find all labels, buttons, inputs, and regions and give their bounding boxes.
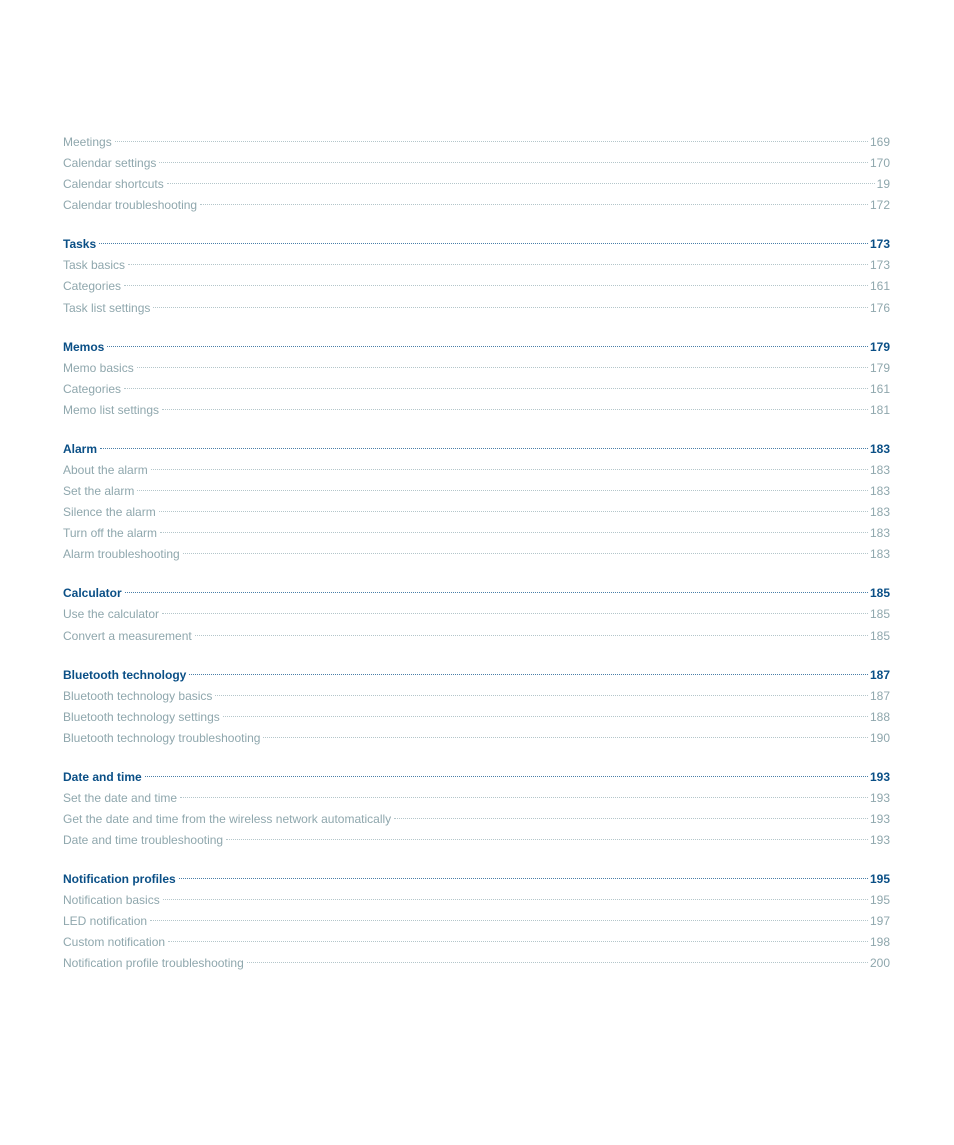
dot-leader: [200, 204, 868, 205]
toc-entry[interactable]: [63, 153, 890, 174]
toc-entry-page-number: 188: [869, 709, 890, 724]
toc-entry-page-number: 198: [869, 935, 890, 950]
toc-entry-page-number: 176: [869, 300, 890, 315]
dot-leader: [215, 695, 868, 696]
dot-leader: [160, 532, 868, 533]
dot-leader: [137, 367, 868, 368]
dot-leader: [145, 776, 868, 777]
toc-entry-page-number: 161: [869, 279, 890, 294]
toc-entry-page-number: 183: [869, 526, 890, 541]
dot-leader: [163, 899, 868, 900]
dot-leader: [153, 307, 868, 308]
toc-section-heading[interactable]: [63, 438, 890, 460]
toc-entry-title: Notification profile troubleshooting: [63, 956, 244, 971]
toc-entry-page-number: 172: [869, 198, 890, 213]
dot-leader: [162, 409, 868, 410]
toc-entry-title: Bluetooth technology settings: [63, 709, 220, 724]
toc-heading-title: Notification profiles: [63, 872, 176, 887]
dot-leader: [263, 737, 867, 738]
toc-entry[interactable]: [63, 728, 890, 749]
toc-heading-page-number: 195: [869, 872, 890, 887]
dot-leader: [180, 797, 868, 798]
toc-entry-title: Categories: [63, 279, 122, 294]
toc-entry[interactable]: [63, 932, 890, 953]
toc-entry-page-number: 19: [876, 177, 890, 192]
toc-entry[interactable]: [63, 809, 890, 830]
toc-entry-page-number: 183: [869, 484, 890, 499]
toc-section-heading[interactable]: [63, 766, 890, 788]
toc-entry-page-number: 181: [869, 402, 890, 417]
dot-leader: [167, 183, 875, 184]
toc-entry[interactable]: [63, 174, 890, 195]
dot-leader: [195, 635, 868, 636]
toc-entry-page-number: 183: [869, 547, 890, 562]
toc-section: [63, 132, 890, 216]
toc-entry-page-number: 183: [869, 462, 890, 477]
toc-section: [63, 438, 890, 565]
toc-entry[interactable]: [63, 276, 890, 297]
dot-leader: [226, 839, 868, 840]
toc-entry-page-number: 185: [869, 607, 890, 622]
toc-entry-page-number: 173: [869, 258, 890, 273]
toc-entry[interactable]: [63, 358, 890, 379]
toc-entry-title: Set the alarm: [63, 484, 135, 499]
dot-leader: [124, 285, 868, 286]
toc-entry-title: Turn off the alarm: [63, 526, 158, 541]
toc-heading-title: Date and time: [63, 769, 142, 784]
dot-leader: [179, 878, 868, 879]
toc-entry-page-number: 170: [869, 156, 890, 171]
toc-section-heading[interactable]: [63, 868, 890, 890]
toc-entry-title: Calendar settings: [63, 156, 157, 171]
toc-entry-page-number: 187: [869, 688, 890, 703]
toc-section: [63, 766, 890, 851]
toc-entry-title: Calendar troubleshooting: [63, 198, 198, 213]
dot-leader: [159, 162, 868, 163]
toc-entry-title: Bluetooth technology troubleshooting: [63, 730, 261, 745]
toc-entry[interactable]: [63, 255, 890, 276]
toc-heading-page-number: 193: [869, 769, 890, 784]
dot-leader: [151, 469, 868, 470]
toc-entry-title: Meetings: [63, 135, 112, 149]
toc-entry-page-number: 169: [869, 135, 890, 149]
toc-section-heading[interactable]: [63, 664, 890, 686]
dot-leader: [107, 346, 868, 347]
toc-entry-title: About the alarm: [63, 462, 148, 477]
toc-entry-page-number: 200: [869, 956, 890, 971]
toc-entry[interactable]: [63, 626, 890, 647]
toc-entry-title: Memo list settings: [63, 402, 160, 417]
toc-heading-page-number: 187: [869, 667, 890, 682]
toc-entry-page-number: 183: [869, 505, 890, 520]
toc-entry[interactable]: [63, 911, 890, 932]
toc-entry-title: Bluetooth technology basics: [63, 688, 213, 703]
toc-entry-title: Categories: [63, 381, 122, 396]
toc-entry-title: Silence the alarm: [63, 505, 156, 520]
toc-entry-title: Get the date and time from the wireless network automatically: [63, 811, 392, 826]
dot-leader: [100, 448, 868, 449]
toc-entry[interactable]: [63, 830, 890, 851]
toc-section-heading[interactable]: [63, 233, 890, 255]
toc-entry-title: Date and time troubleshooting: [63, 833, 224, 848]
toc-section-heading[interactable]: [63, 336, 890, 358]
toc-entry-title: Alarm troubleshooting: [63, 547, 180, 562]
toc-section: [63, 582, 890, 646]
dot-leader: [128, 264, 868, 265]
toc-heading-title: Memos: [63, 339, 105, 354]
toc-entry[interactable]: [63, 400, 890, 421]
toc-section: [63, 233, 890, 318]
toc-entry[interactable]: [63, 195, 890, 216]
toc-entry[interactable]: [63, 686, 890, 707]
toc-entry[interactable]: [63, 890, 890, 911]
toc-section: [63, 868, 890, 974]
toc-entry-title: Set the date and time: [63, 790, 178, 805]
toc-entry-title: Calendar shortcuts: [63, 177, 164, 192]
toc-entry-title: Task list settings: [63, 300, 151, 315]
toc-entry[interactable]: [63, 298, 890, 319]
toc-entry[interactable]: [63, 379, 890, 400]
toc-entry[interactable]: [63, 707, 890, 728]
toc-entry-page-number: 185: [869, 628, 890, 643]
toc-heading-page-number: 173: [869, 237, 890, 252]
dot-leader: [159, 511, 868, 512]
dot-leader: [223, 716, 868, 717]
toc-entry-page-number: 193: [869, 811, 890, 826]
toc-section-heading[interactable]: [63, 582, 890, 604]
toc-heading-title: Tasks: [63, 237, 97, 252]
toc-section: [63, 664, 890, 749]
dot-leader: [189, 674, 868, 675]
toc-entry-page-number: 179: [869, 360, 890, 375]
toc-entry-title: Custom notification: [63, 935, 166, 950]
toc-entry-page-number: 197: [869, 914, 890, 929]
toc-entry[interactable]: [63, 604, 890, 625]
table-of-contents: [63, 132, 890, 992]
dot-leader: [183, 553, 868, 554]
toc-entry-page-number: 161: [869, 381, 890, 396]
toc-entry[interactable]: [63, 544, 890, 565]
toc-section: [63, 336, 890, 421]
toc-entry-page-number: 193: [869, 833, 890, 848]
toc-entry[interactable]: [63, 460, 890, 481]
toc-entry-title: Notification basics: [63, 893, 160, 908]
toc-entry-title: Memo basics: [63, 360, 134, 375]
dot-leader: [162, 613, 868, 614]
toc-entry-title: Use the calculator: [63, 607, 160, 622]
toc-entry-page-number: 195: [869, 893, 890, 908]
toc-heading-page-number: 185: [869, 586, 890, 601]
toc-entry-title: Task basics: [63, 258, 126, 273]
toc-entry[interactable]: [63, 132, 890, 153]
toc-heading-title: Alarm: [63, 441, 98, 456]
toc-heading-title: Calculator: [63, 586, 122, 601]
dot-leader: [124, 388, 868, 389]
toc-entry-page-number: 193: [869, 790, 890, 805]
toc-entry[interactable]: [63, 953, 890, 974]
toc-entry[interactable]: [63, 788, 890, 809]
dot-leader: [168, 941, 868, 942]
toc-entry[interactable]: [63, 523, 890, 544]
toc-entry[interactable]: [63, 502, 890, 523]
dot-leader: [247, 962, 868, 963]
toc-heading-title: Bluetooth technology: [63, 667, 187, 682]
toc-entry-page-number: 190: [869, 730, 890, 745]
dot-leader: [394, 818, 868, 819]
toc-heading-page-number: 179: [869, 339, 890, 354]
dot-leader: [115, 141, 868, 142]
dot-leader: [137, 490, 868, 491]
toc-heading-page-number: 183: [869, 441, 890, 456]
dot-leader: [150, 920, 868, 921]
toc-entry-title: Convert a measurement: [63, 628, 192, 643]
toc-entry-title: LED notification: [63, 914, 148, 929]
dot-leader: [99, 243, 868, 244]
toc-entry[interactable]: [63, 481, 890, 502]
dot-leader: [125, 592, 868, 593]
